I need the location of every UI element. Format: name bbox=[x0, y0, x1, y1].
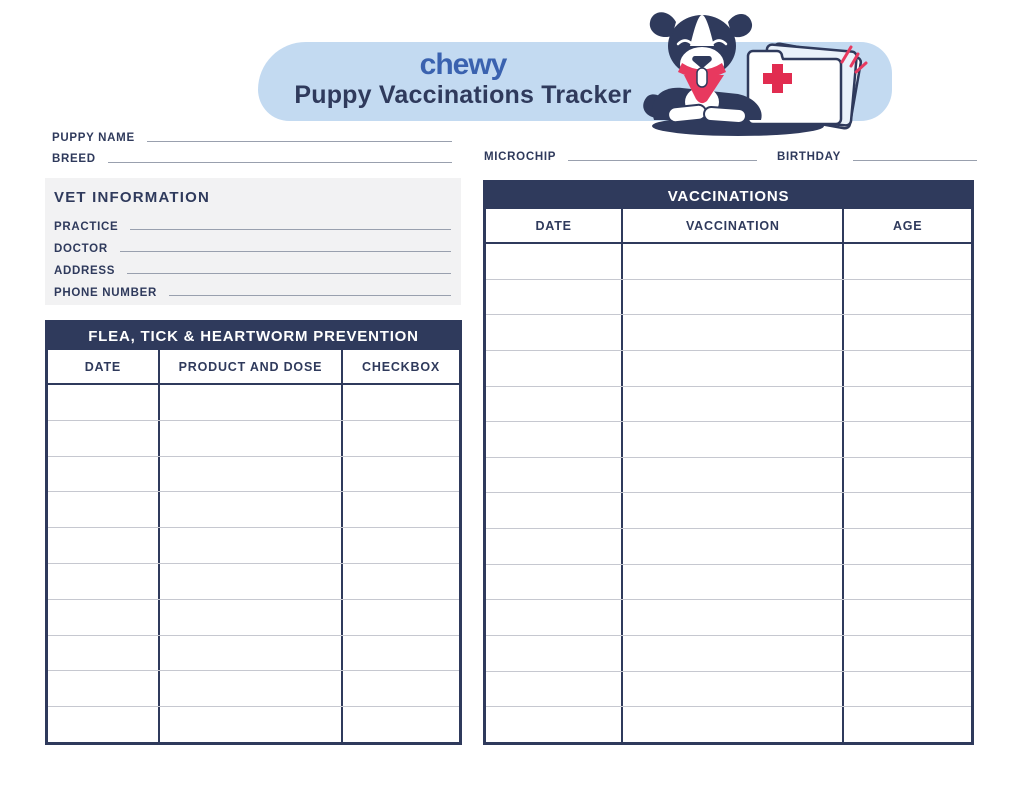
breed-label: BREED bbox=[52, 152, 96, 165]
table-cell[interactable] bbox=[623, 565, 844, 600]
address-input-line[interactable] bbox=[127, 272, 451, 274]
doctor-input-line[interactable] bbox=[120, 250, 451, 252]
table-cell[interactable] bbox=[160, 636, 343, 671]
table-cell[interactable] bbox=[844, 315, 971, 350]
table-row bbox=[48, 492, 459, 528]
table-cell[interactable] bbox=[623, 707, 844, 742]
table-cell[interactable] bbox=[486, 672, 623, 707]
practice-field bbox=[54, 212, 451, 234]
table-cell[interactable] bbox=[623, 600, 844, 635]
vet-information-section bbox=[45, 178, 461, 305]
practice-input-line[interactable] bbox=[130, 228, 451, 230]
table-cell[interactable] bbox=[844, 387, 971, 422]
column-header-product-and-dose: PRODUCT AND DOSE bbox=[160, 350, 343, 383]
table-cell[interactable] bbox=[343, 707, 459, 742]
table-cell[interactable] bbox=[48, 707, 160, 742]
puppy-name-field bbox=[52, 130, 452, 144]
table-cell[interactable] bbox=[48, 385, 160, 420]
table-cell[interactable] bbox=[343, 385, 459, 420]
table-cell[interactable] bbox=[343, 528, 459, 563]
doctor-label: DOCTOR bbox=[54, 243, 108, 255]
puppy-name-input-line[interactable] bbox=[147, 140, 452, 142]
phone-number-input-line[interactable] bbox=[169, 294, 451, 296]
table-row bbox=[486, 493, 971, 529]
table-cell[interactable] bbox=[343, 421, 459, 456]
table-row bbox=[486, 244, 971, 280]
table-cell[interactable] bbox=[486, 280, 623, 315]
prevention-table bbox=[45, 320, 462, 745]
table-cell[interactable] bbox=[623, 672, 844, 707]
table-cell[interactable] bbox=[343, 600, 459, 635]
table-cell[interactable] bbox=[623, 387, 844, 422]
table-row bbox=[486, 422, 971, 458]
page-title: Puppy Vaccinations Tracker bbox=[294, 81, 632, 109]
puppy-icon bbox=[643, 12, 761, 123]
table-cell[interactable] bbox=[623, 529, 844, 564]
table-cell[interactable] bbox=[844, 351, 971, 386]
phone-number-label: PHONE NUMBER bbox=[54, 287, 157, 299]
vet-information-heading: VET INFORMATION bbox=[54, 189, 211, 206]
table-cell[interactable] bbox=[48, 564, 160, 599]
address-label: ADDRESS bbox=[54, 265, 116, 277]
table-cell[interactable] bbox=[623, 244, 844, 279]
table-cell[interactable] bbox=[160, 707, 343, 742]
table-cell[interactable] bbox=[160, 492, 343, 527]
table-row bbox=[486, 280, 971, 316]
prevention-table-title: FLEA, TICK & HEARTWORM PREVENTION bbox=[48, 323, 459, 350]
table-cell[interactable] bbox=[160, 528, 343, 563]
table-row bbox=[486, 458, 971, 494]
practice-label: PRACTICE bbox=[54, 221, 119, 233]
puppy-name-label: PUPPY NAME bbox=[52, 131, 135, 144]
table-cell[interactable] bbox=[486, 529, 623, 564]
column-header-date: DATE bbox=[48, 350, 160, 383]
table-row bbox=[486, 636, 971, 672]
table-cell[interactable] bbox=[160, 421, 343, 456]
table-cell[interactable] bbox=[623, 280, 844, 315]
table-cell[interactable] bbox=[623, 458, 844, 493]
table-row bbox=[48, 385, 459, 421]
table-cell[interactable] bbox=[48, 457, 160, 492]
table-cell[interactable] bbox=[486, 351, 623, 386]
table-cell[interactable] bbox=[486, 636, 623, 671]
breed-input-line[interactable] bbox=[108, 161, 452, 163]
table-row bbox=[486, 565, 971, 601]
table-cell[interactable] bbox=[844, 422, 971, 457]
table-cell[interactable] bbox=[623, 315, 844, 350]
breed-field bbox=[52, 151, 452, 165]
table-cell[interactable] bbox=[623, 636, 844, 671]
microchip-input-line[interactable] bbox=[568, 159, 757, 161]
table-cell[interactable] bbox=[844, 244, 971, 279]
table-cell[interactable] bbox=[623, 422, 844, 457]
header-content bbox=[268, 50, 658, 108]
table-row bbox=[486, 351, 971, 387]
address-field bbox=[54, 256, 451, 278]
table-cell[interactable] bbox=[844, 600, 971, 635]
table-cell[interactable] bbox=[160, 457, 343, 492]
table-cell[interactable] bbox=[486, 493, 623, 528]
column-header-date: DATE bbox=[486, 209, 623, 242]
column-header-age: AGE bbox=[892, 218, 923, 233]
chewy-logo: chewy bbox=[419, 48, 507, 81]
column-header-checkbox: CHECKBOX bbox=[362, 359, 440, 374]
table-cell[interactable] bbox=[844, 707, 971, 742]
puppy-with-medical-folder-illustration bbox=[640, 0, 878, 140]
table-cell[interactable] bbox=[48, 492, 160, 527]
table-cell[interactable] bbox=[844, 529, 971, 564]
table-row bbox=[48, 564, 459, 600]
table-row bbox=[486, 315, 971, 351]
table-cell[interactable] bbox=[844, 493, 971, 528]
table-cell[interactable] bbox=[486, 387, 623, 422]
column-header-vaccination: VACCINATION bbox=[623, 209, 844, 242]
table-cell[interactable] bbox=[48, 636, 160, 671]
table-cell[interactable] bbox=[486, 458, 623, 493]
table-cell[interactable] bbox=[844, 458, 971, 493]
table-row bbox=[48, 528, 459, 564]
vaccinations-table-title: VACCINATIONS bbox=[486, 183, 971, 209]
prevention-table-header bbox=[48, 350, 459, 385]
microchip-field bbox=[484, 149, 757, 163]
table-cell[interactable] bbox=[486, 315, 623, 350]
vaccinations-table-header bbox=[486, 209, 971, 244]
table-cell[interactable] bbox=[844, 565, 971, 600]
table-cell[interactable] bbox=[486, 600, 623, 635]
microchip-label: MICROCHIP bbox=[484, 150, 557, 163]
table-row bbox=[486, 529, 971, 565]
table-row bbox=[486, 600, 971, 636]
table-cell[interactable] bbox=[160, 600, 343, 635]
table-cell[interactable] bbox=[844, 672, 971, 707]
doctor-field bbox=[54, 234, 451, 256]
table-cell[interactable] bbox=[48, 600, 160, 635]
birthday-field bbox=[777, 149, 977, 163]
table-row bbox=[486, 707, 971, 742]
table-cell[interactable] bbox=[486, 707, 623, 742]
table-row bbox=[486, 387, 971, 423]
table-cell[interactable] bbox=[486, 422, 623, 457]
table-cell[interactable] bbox=[844, 280, 971, 315]
table-cell[interactable] bbox=[48, 671, 160, 706]
phone-number-field bbox=[54, 278, 451, 300]
table-row bbox=[48, 636, 459, 672]
table-cell[interactable] bbox=[486, 565, 623, 600]
table-cell[interactable] bbox=[844, 636, 971, 671]
table-cell[interactable] bbox=[48, 528, 160, 563]
table-row bbox=[48, 600, 459, 636]
table-row bbox=[486, 672, 971, 708]
table-cell[interactable] bbox=[623, 493, 844, 528]
table-cell[interactable] bbox=[160, 385, 343, 420]
table-cell[interactable] bbox=[160, 564, 343, 599]
table-cell[interactable] bbox=[160, 671, 343, 706]
birthday-label: BIRTHDAY bbox=[777, 150, 841, 163]
table-cell[interactable] bbox=[486, 244, 623, 279]
birthday-input-line[interactable] bbox=[853, 159, 977, 161]
prevention-table-body bbox=[48, 385, 459, 742]
vaccinations-table-body bbox=[486, 244, 971, 742]
table-cell[interactable] bbox=[343, 564, 459, 599]
table-cell[interactable] bbox=[343, 492, 459, 527]
table-row bbox=[48, 457, 459, 493]
table-cell[interactable] bbox=[343, 457, 459, 492]
table-row bbox=[48, 671, 459, 707]
table-cell[interactable] bbox=[343, 636, 459, 671]
vaccinations-table bbox=[483, 180, 974, 745]
table-cell[interactable] bbox=[623, 351, 844, 386]
table-cell[interactable] bbox=[343, 671, 459, 706]
table-row bbox=[48, 707, 459, 742]
table-row bbox=[48, 421, 459, 457]
table-cell[interactable] bbox=[48, 421, 160, 456]
